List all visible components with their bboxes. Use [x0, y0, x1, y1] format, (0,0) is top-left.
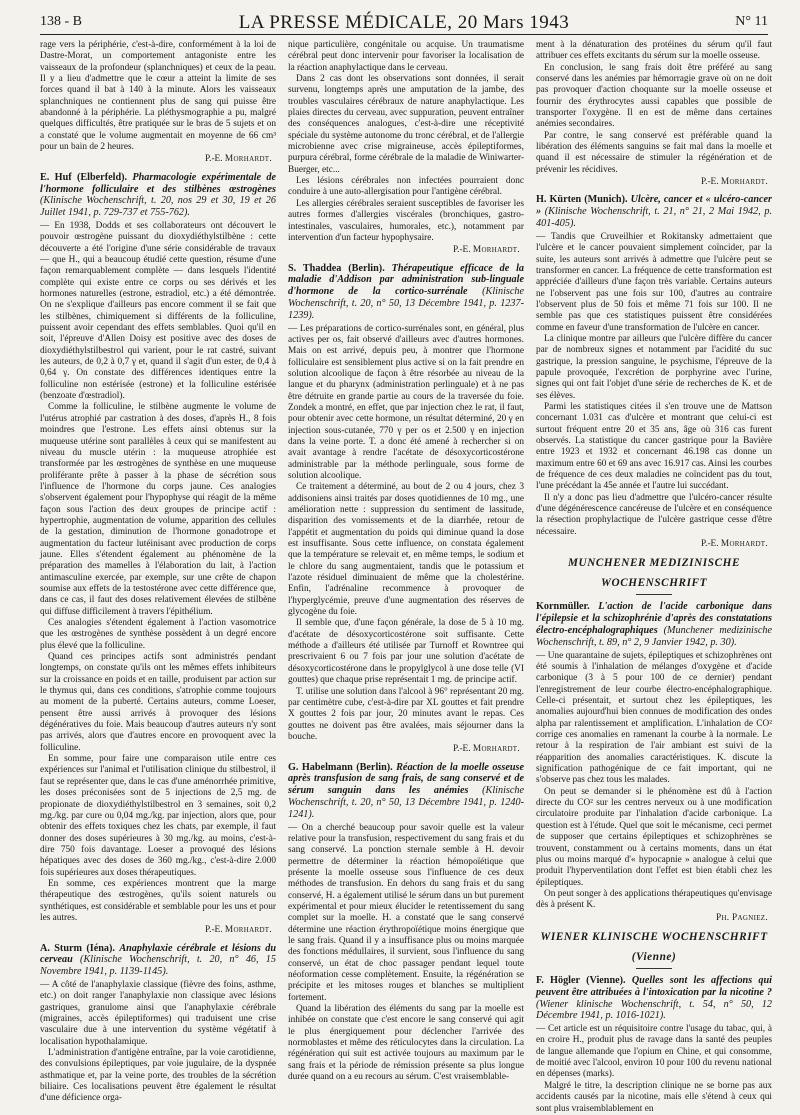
column-3 [536, 40, 772, 1114]
column-2 [288, 40, 525, 1083]
article-city: (Vienne). [586, 974, 632, 986]
article-title: Ulcère, cancer et « ulcéro-cancer » [536, 194, 772, 218]
article [288, 762, 524, 1084]
article-heading [288, 762, 524, 821]
article-city: (Munich). [584, 194, 631, 206]
article-signature [288, 245, 520, 256]
signature-name: Morhardt. [720, 177, 768, 188]
article-paragraph: On peut se demander si le phénomène est dû à l'action directe du CO² sur les centres nerveux ou à une modification circulatoire produite par l'inhalation d'acide carbonique. La question est à l'étude. Quel que soit le mécanisme, ceci permet de supposer que certains épileptiques et schizophrènes se trouvent, constamment ou à certains moments, dans un état plus ou moins marqué d'« hypocapnie » analogue à celui que produit l'hyperventilation dont l'effet est bien établi chez les épileptiques. [536, 786, 772, 888]
article-city: (Berlin). [348, 262, 392, 274]
article-paragraph: ment à la dénaturation des protéines du sérum qu'il faut attribuer ces effets excitants du sérum sur la moelle osseuse. [536, 40, 772, 62]
article-paragraph: — Les préparations de cortico-surrénales sont, en général, plus actives per os, fait observé d'ailleurs avec d'autres hormones. Mais on est arrivé, depuis peu, à montrer que l'hormone folliculaire est sensiblement plus active si on la fait prendre en solution alcoolique de façon à être résorbée au niveau de la langue et du pharynx (administration perlinguale) et à ne pas être détruite en grande partie au cours de la traversée du foie. Zondek a montré, en effet, que par injection chez le rat, il faut, pour obtenir avec cette hormone, un résultat déterminé, 20 γ en injection sous-cutanée, 770 γ per os et 2.500 γ en injection dans la veine porte. T. a donc été amené à rechercher si on avait avantage à rendre l'acétate de désoxycorticostérone administrable par la méthode perlinguale, sous forme de solution alcoolique. [288, 323, 524, 481]
article-title: Thérapeutique efficace de la maladie d'Addison par administration sub-linguale d'hormone de la cortico-surrénale [288, 262, 525, 298]
article-author: H. Kürten [536, 194, 585, 206]
section-rule [636, 968, 672, 969]
article-paragraph: rage vers la périphérie, c'est-à-dire, conformément à la loi de Dastre-Morat, un comportement antagoniste entre les vaisseaux de la profondeur (splanchniques) et ceux de la peau. Il y a lieu d'admettre que le cœur a atteint la limite de ses forces quand il bat à 140 à la minute. Alors les vaisseaux splanchniques ne contiennent plus de sang qui puisse être abandonné à la périphérie. La pléthysmographie a pu, malgré quelques difficultés, être pratiquée sur le bras de 5 sujets et on a constaté que le volume augmentait en moyenne de 66 cm³ pour un bain de 2 heures. [40, 40, 276, 153]
article-paragraph: Malgré le titre, la description clinique ne se borne pas aux accidents causés par la nicotine, mais elle s'étend à ceux qui sont plus vraisemblablement en [536, 1080, 772, 1114]
text-columns [40, 40, 772, 1114]
article-signature [40, 154, 272, 165]
signature-name: Morhardt. [720, 539, 768, 550]
article-paragraph: Il n'y a donc pas lieu d'admettre que l'ulcéro-cancer résulte d'une dégénérescence cancéreuse de l'ulcère et en conséquence la résection prophylactique de l'ulcère gastrique cesse d'être nécessaire. [536, 492, 772, 537]
signature-initials: P.-E. [700, 539, 721, 550]
journal-section-title: (Vienne) [631, 950, 677, 963]
article-author: E. Huf [40, 171, 77, 183]
article-title: L'action de l'acide carbonique dans l'épilepsie et la schizophrénie d'après des constatations électro-encéphalographiques [536, 601, 772, 637]
article-author: F. Högler [536, 974, 587, 986]
article-heading [40, 943, 276, 978]
article-paragraph: Ce traitement a déterminé, au bout de 2 ou 4 jours, chez 3 addisoniens ainsi traités par doses quotidiennes de 10 mg., une amélioration nette : suppression du sentiment de lassitude, disparition des vomissements et de la diarrhée, retour de l'appétit et augmentation du poids qui diminue quand la dose est insuffisante. Sous cette influence, on constata également que la température se relevait et, en même temps, le sodium et le chlore du sang augmentaient, tandis que le potassium et l'azote résiduel diminuaient de même que la cholestérine. Enfin, l'adrénaline recommence à provoquer de l'hyperglycémie, preuve d'une augmentation des réserves de glycogène du foie. [288, 482, 524, 618]
article-author: Kornmüller. [536, 601, 599, 613]
article-author: S. Thaddea [288, 262, 349, 274]
article-paragraph: Les lésions cérébrales non infectées pourraient donc conduire à une auto-allergisation pour l'antigène cérébral. [288, 176, 524, 198]
article [536, 930, 772, 1115]
article-heading [288, 263, 524, 322]
article-paragraph: En somme, pour faire une comparaison utile entre ces expériences sur l'animal et l'utilisation clinique du stilbestrol, il faut se représenter que, dans le cas d'une aménorrhée primitive, les doses préconisées sont de 5 injections de 2,5 mg. de propionate de dioxydiéthylstilbestrol en 3 semaines, soit 0,2 mg./kg. par cure ou 0,04 mg./kg. par injection, alors que, pour obtenir des effets toxiques chez les chats, par exemple, il faut donner des doses supérieures à 30 mg./kg. au moins, c'est-à-dire 750 fois davantage. Loeser a provoqué des lésions hépatiques avec des doses de 360 mg./kg., c'est-à-dire 2.000 fois supérieures aux doses thérapeutiques. [40, 754, 276, 878]
article-signature [288, 744, 520, 755]
article [40, 40, 276, 166]
page-number: 138 - B [40, 14, 82, 29]
article-title: Anaphylaxie cérébrale et lésions du cerveau [40, 942, 277, 966]
article-paragraph: Quand la libération des éléments du sang par la moelle est inhibée on constate que c'est encore le sang conservé qui agit le plus énergiquement pour déclencher l'arrivée des normoblastes et même des réticulocytes dans la circulation. La régénération qui suit est activée toujours au maximum par le sang frais et la période de rémission présente sa plus longue durée quand on a eu recours au sérum. C'est vraisemblable- [288, 1004, 524, 1083]
signature-initials: P.-E. [452, 245, 473, 256]
article-city: (Berlin). [356, 761, 397, 773]
article [40, 172, 276, 937]
article-signature [40, 925, 272, 936]
article-title: Réaction de la moelle osseuse après transfusion de sang frais, de sang conservé et de sérum sanguin dans les anémies [288, 761, 525, 797]
article-paragraph: Quand ces principes actifs sont administrés pendant longtemps, on constate qu'ils ont les mêmes effets inhibiteurs sur la croissance en poids et en taille, produisent par action sur le thymus qui, dans ces conditions, s'atrophie comme toujours au moment de la puberté. Certains auteurs, comme Loeser, pensent être aussi arrivés à provoquer des lésions dégénératives du foie. Mais beaucoup d'autres auteurs n'y sont pas arrivés, alors que d'autres encore en provoquent avec la folliculine. [40, 652, 276, 753]
article-paragraph: Ces analogies s'étendent également à l'action vasomotrice que les œstrogènes de synthèse possèdent à un degré encore plus élevé que la folliculine. [40, 618, 276, 651]
section-rule [636, 594, 672, 595]
article-paragraph: — Tandis que Cruveilhier et Rokitansky admettaient que l'ulcère et le cancer pouvaient simplement coïncider, par la suite, les auteurs sont arrivés à admettre que l'ulcère peut se transformer en cancer. La fréquence de cette transformation est appréciée d'ailleurs d'une façon très variable. Certains auteurs ne l'observent pas une fois sur 100, d'autres au contraire l'observent plus de 50 fois et même 71 fois sur 100. Il ne semble pas que ces statistiques puissent être considérées comme en faveur d'une transformation de l'ulcère en cancer. [536, 231, 772, 333]
signature-name: Ph. Pagniez. [715, 912, 768, 923]
article-paragraph: — Cet article est un réquisitoire contre l'usage du tabac, qui, à en croire H., produit plus de ravage dans la santé des peuples de langue allemande que l'opium en Chine, et qui consomme, de moitié avec l'alcool, environ 10 pour 100 du revenu national en dépenses (marks). [536, 1024, 772, 1080]
article [536, 556, 772, 923]
article-city: (Iéna). [86, 942, 120, 954]
journal-title: LA PRESSE MÉDICALE, 20 Mars 1943 [238, 12, 570, 33]
article [536, 194, 772, 550]
signature-name: Morhardt. [472, 744, 520, 755]
article-heading [536, 194, 772, 229]
article-author: A. Sturm [40, 942, 87, 954]
article-paragraph: L'administration d'antigène entraîne, par la voie carotidienne, des convulsions épileptiques, par voie jugulaire, de la dyspnée asthmatique et, par la veine porte, des troubles de la sécrétion biliaire. Ces localisations peuvent être également le résultat d'une déficience orga- [40, 1048, 276, 1104]
article [288, 263, 524, 756]
article-heading [536, 601, 772, 648]
signature-name: Morhardt. [224, 154, 272, 165]
article-heading [40, 172, 276, 219]
article-paragraph: — A côté de l'anaphylaxie classique (fièvre des foins, asthme, etc.) on doit ranger l'anaphylaxie non classique avec lésions gastriques, granulome ainsi que l'anaphylaxie cérébrale (migraines, accès épileptiformes) qui traduisent une crise vasculaire due à une intervention du système végétatif à localisation hypothalamique. [40, 980, 276, 1047]
article-reference: (Klinische Wochenschrift, t. 20, n° 46, 15 Novembre 1941, p. 1139-1145). [40, 954, 276, 978]
article-paragraph: — Une quarantaine de sujets, épileptiques et schizophrènes ont été soumis à l'inhalation de mélanges d'oxygène et d'acide carbonique (3 à 5 pour 100 de ce dernier) pendant l'enregistrement de leur courbe électro-encéphalographique. Celle-ci présentait, et surtout chez les épileptiques, les anomalies aujourd'hui bien connues de modification des ondes alpha par ralentissement et amplification. L'inhalation de CO² corrige ces anomalies en ramenant la courbe à la normale. Le retour à la respiration de l'air ambiant est suivi de la réapparition des anomalies caractéristiques. K. discute la signification pathogénique de ce fait important, qui ne s'observe pas chez tous les malades. [536, 650, 772, 786]
issue-number: N° 11 [735, 14, 768, 29]
signature-initials: P.-E. [452, 744, 473, 755]
article-reference: (Klinische Wochenschrift, t. 20, n° 50, 13 Décembre 1941, p. 1237-1239). [288, 286, 524, 321]
article-paragraph: Parmi les statistiques citées il s'en trouve une de Mattson concernant 1.031 cas d'ulcère et montrant que celui-ci est surtout fréquent entre 20 et 35 ans, âge où 316 cas furent observés. La statistique du cancer gastrique pour la Bavière entre 1923 et 1932 et concernant 46.198 cas donne un maximum entre 60 et 69 ans avec 16.917 cas. Ainsi les courbes de fréquence de ces deux maladies ne coïncident pas du tout, l'une précédant la 45e année et l'autre lui succédant. [536, 402, 772, 492]
article-paragraph: Comme la folliculine, le stilbène augmente le volume de l'utérus atrophié par castration à des doses, d'après H., 8 fois moindres que l'estrone. Les effets ainsi obtenus sur la muqueuse utérine sont parallèles à ceux qui se manifestent au niveau du muscle utérin : la muqueuse atrophiée est transformée par les œstrogènes de synthèse en une muqueuse proliférante prête à passer à la phase de sécrétion sous l'influence de l'hormone du corps jaune. Ces analogies s'observent également pour l'hypophyse qui réagit de la même façon sous l'action des deux groupes de principe actif : hypertrophie, augmentation de volume, apparition des cellules de la gestation, diminution de l'hormone gonadotrope et augmentation du facteur lutéinisant avec production de corps jaune. Elles s'étendent également au phénomène de la préparation des mamelles à l'élaboration du lait, à l'action antimasculine exercée, par exemple, sur une crête de chapon soumise aux effets de la testostérone avec cette différence que, dans ce cas, il faut des doses relativement élevées de stilbène qui diffuse difficilement à travers l'épithélium. [40, 402, 276, 617]
column-1 [40, 40, 277, 1104]
article-paragraph: On peut songer à des applications thérapeutiques qu'envisage dès à présent K. [536, 888, 772, 911]
article-reference: (Wiener klinische Wochenschrift, t. 54, n° 50, 12 Décembre 1941, p. 1016-1021). [536, 998, 772, 1022]
article-paragraph: La clinique montre par ailleurs que l'ulcère diffère du cancer par de nombreux signes et notamment par l'acidité du suc gastrique, la pression sanguine, le psychisme, l'épreuve de la papule provoquée, l'excrétion de porphyrine avec l'urine, signes qui ont fait l'objet d'une série de recherches de K. et de ses élèves. [536, 333, 772, 401]
article-paragraph: Dans 2 cas dont les observations sont données, il serait survenu, longtemps après une amputation de la jambe, des troubles vasculaires cérébraux de nature anaphylactique. Les plaies directes du cerveau, avec suppuration, peuvent entraîner des conséquences analogues, c'est-à-dire une réceptivité spéciale du système autonome du tronc cérébral, et de l'allergie microbienne avec crise migraineuse, accès épileptiformes, purpura cérébral, forme cérébrale de la maladie de Winiwarter-Buerger, etc... [288, 74, 524, 175]
signature-name: Morhardt. [224, 925, 272, 936]
journal-section-title: WIENER KLINISCHE WOCHENSCHRIFT [540, 930, 768, 943]
article-signature [536, 539, 768, 550]
signature-name: Morhardt. [472, 245, 520, 256]
running-header [40, 12, 768, 35]
article-title: Quelles sont les affections qui peuvent être attribuées à l'intoxication par la nicotine ? [536, 974, 772, 998]
journal-section-title: MUNCHENER MEDIZINISCHE [567, 557, 741, 570]
article-paragraph: Les allergies cérébrales seraient susceptibles de favoriser les autres formes d'allergies viscérales (bronchiques, gastro-intestinales, vasculaires, humorales, etc.), notamment par intervention d'un facteur hypophysaire. [288, 198, 524, 243]
article-paragraph: En conclusion, le sang frais doit être préféré au sang conservé dans les anémies par hémorragie grave où on ne doit pas provoquer d'action choquante sur la moelle osseuse et fournir des érythrocytes aussi capables que possible de transporter l'oxygène. Il en est de même dans certaines anémies secondaires. [536, 62, 772, 130]
article-author: G. Habelmann [288, 761, 357, 773]
article [288, 40, 524, 257]
article-paragraph: En somme, ces expériences montrent que la marge thérapeutique des œstrogènes, qu'ils soient naturels ou synthétiques, est considérable et semblable pour les uns et pour les autres. [40, 878, 276, 923]
signature-initials: P.-E. [204, 154, 225, 165]
signature-initials: P.-E. [204, 925, 225, 936]
article [536, 40, 772, 188]
signature-initials: P.-E. [700, 177, 721, 188]
article-reference: (Klinische Wochenschrift, t. 20, n° 50, 13 Décembre 1941, p. 1240-1241). [288, 785, 524, 820]
journal-section-title: WOCHENSCHRIFT [600, 577, 708, 590]
article-reference: (Klinische Wochenschrift, t. 21, n° 21, 2 Mai 1942, p. 401-405). [536, 206, 772, 230]
article-reference: (Munchener medizinische Wochenschrift, t. 89, n° 2, 9 Janvier 1942, p. 30). [536, 625, 772, 648]
article-city: (Elberfeld). [76, 171, 133, 183]
article-signature [536, 177, 768, 188]
article-paragraph: Il semble que, d'une façon générale, la dose de 5 à 10 mg. d'acétate de désoxycorticostérone soit suffisante. Cette méthode a d'ailleurs été utilisée par Turnoff et Rowntree qui prescrivaient 6 ou 7 fois par jour une solution d'acétate de désoxycorticostérone dans le propylglycol à une dose telle (VI gouttes) que chaque prise représentait 1 mg. de principe actif. [288, 618, 524, 686]
article-signature [536, 913, 768, 924]
article-paragraph: Par contre, le sang conservé est préférable quand la libération des éléments sanguins se fait mal dans la moelle et quand il est nécessaire de stimuler la régénération et de prévenir les récidives. [536, 130, 772, 175]
article-title: Pharmacologie expérimentale de l'hormone folliculaire et des stilbènes œstrogènes [40, 171, 276, 195]
article-paragraph: — En 1938, Dodds et ses collaborateurs ont découvert le pouvoir œstrogène puissant du dioxydiéthylstilbène : cette découverte a été l'origine d'une série considérable de travaux — que H., qui a beaucoup étudié cette question, résume d'une façon remarquablement complète — dans lesquels l'identité complète qui existe entre ce corps ou ses dérivés et les hormones naturelles (estrone, estradiol, etc.) a été démontrée. On ne s'explique d'ailleurs pas encore comment il se fait que les stilbènes, chimiquement si différents de la folliculine, puissent avoir cependant des effets semblables. Quoi qu'il en soit, l'épreuve d'Allen Doisy est positive avec des doses de dioxydiéthylstilbestrol qui varient, pour le rat castré, suivant les auteurs, de 0,2 à 0,7 γ et, quand il s'agit d'un ester, de 0,4 à 0,64 γ. On constate des différences identiques entre la folliculine non estérisée (estrone) et la folliculine estérisée (benzoate d'œstradiol). [40, 220, 276, 402]
article-paragraph: nique particulière, congénitale ou acquise. Un traumatisme cérébral peut donc intervenir pour favoriser la localisation de la réaction anaphylactique dans le cerveau. [288, 40, 524, 73]
article-paragraph: — On a cherché beaucoup pour savoir quelle est la valeur relative pour la transfusion, respectivement du sang frais et du sang conservé. La ponction sternale semble à H. devoir permettre de déterminer la réaction hémopoïétique que présente la moelle osseuse sous l'influence de ces deux méthodes de transfusion. En dehors du sang frais et du sang conservé, H. a également utilisé le sérum dans un but purement expérimental et pour mieux élucider le retentissement du sang complet sur la moelle. H. a constaté que le sang conservé détermine une réaction érythropoïétique moins énergique que le sang frais. Quand il y a insuffisance plus ou moins marquée des fonctions médullaires, il survient, sous l'influence du sang conservé, un état de choc passager pendant lequel toute néoformation cesse complètement. Ensuite, la régénération se précipite et les mitoses rouges et blanches se multiplient fortement. [288, 822, 524, 1003]
article-heading [536, 975, 772, 1022]
article [40, 943, 276, 1105]
article-paragraph: T. utilise une solution dans l'alcool à 96° représentant 20 mg. par centimètre cube, c'est-à-dire par XL gouttes et fait prendre X gouttes 2 fois par jour, 20 minutes avant le repas. Ces gouttes ne doivent pas être avalées, mais séjourner dans la bouche. [288, 686, 524, 742]
article-reference: (Klinische Wochenschrift, t. 20, nos 29 et 30, 19 et 26 Juillet 1941, p. 729-737 et 755-762). [40, 195, 276, 219]
